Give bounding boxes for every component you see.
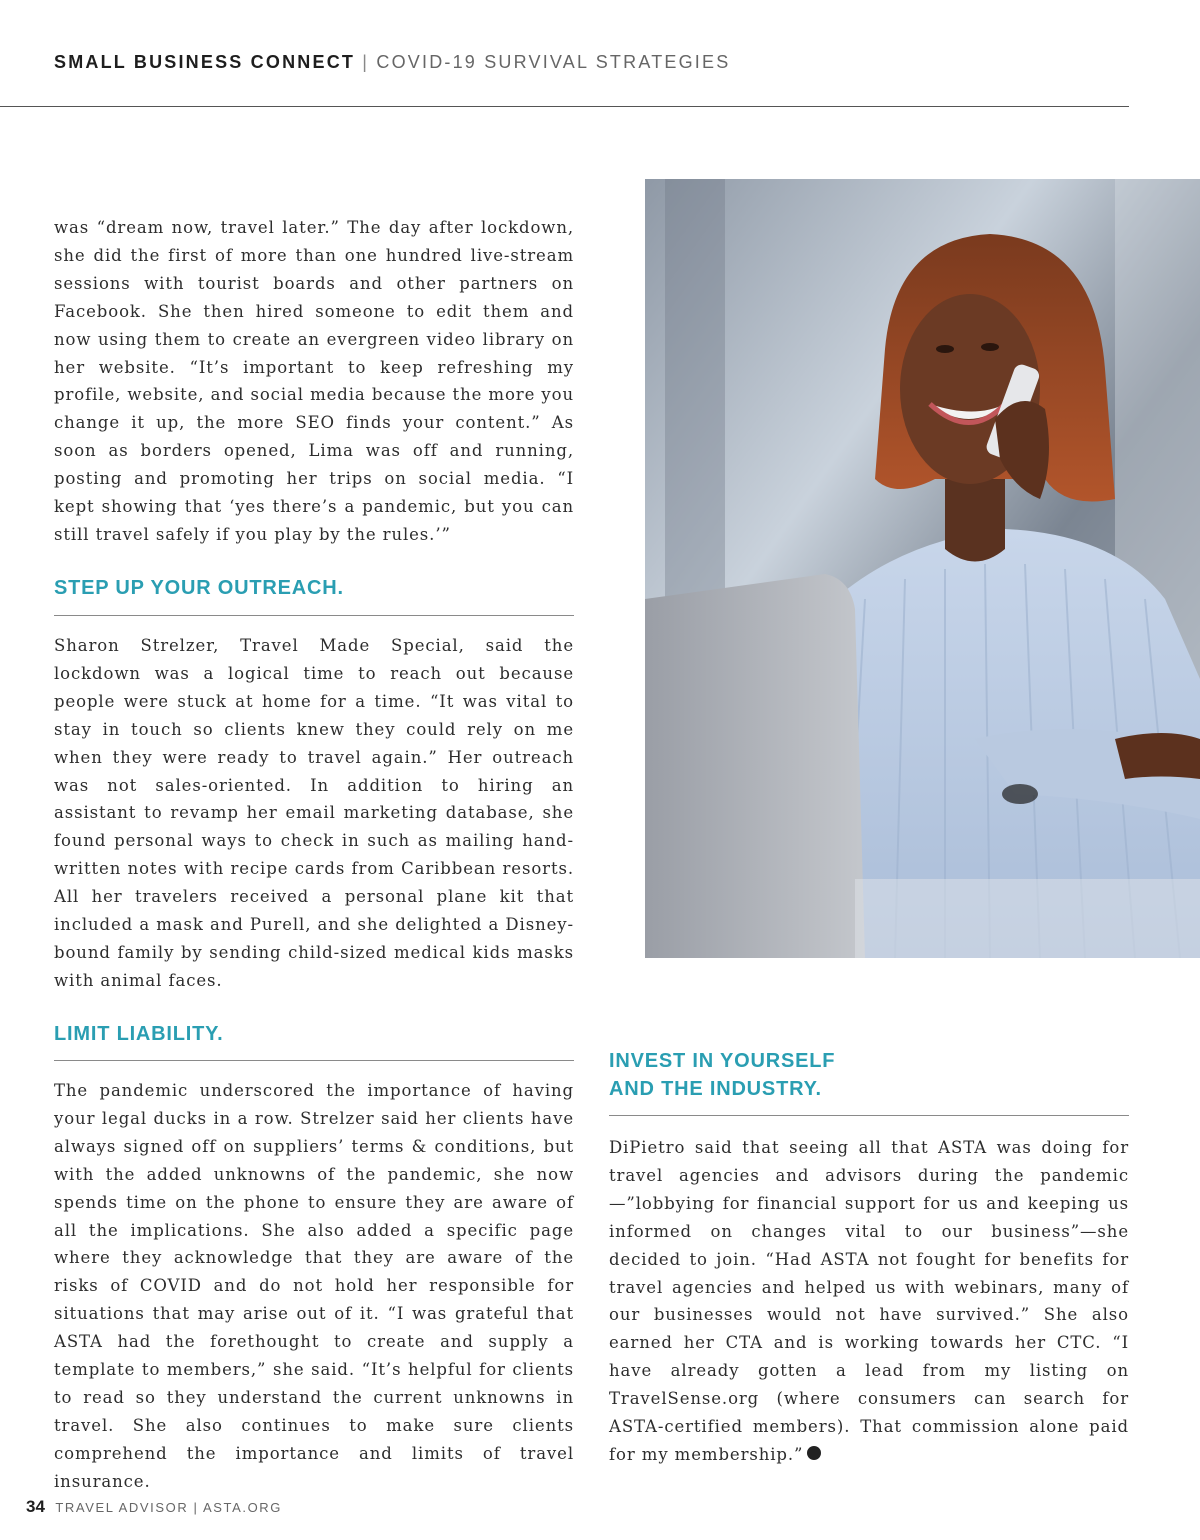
intro-block: [54, 214, 574, 549]
asta-end-mark-icon: [807, 1446, 821, 1460]
outreach-heading: STEP UP YOUR OUTREACH.: [54, 577, 344, 599]
liability-divider: [54, 1060, 574, 1061]
invest-heading: [609, 1047, 1129, 1103]
header-section: SMALL BUSINESS CONNECT: [54, 52, 356, 72]
invest-heading-line-2: AND THE INDUSTRY.: [609, 1078, 822, 1100]
running-header: [54, 52, 730, 73]
invest-paragraph: [609, 1134, 1129, 1469]
publication-name: TRAVEL ADVISOR | ASTA.ORG: [55, 1500, 283, 1515]
liability-section: [54, 1020, 574, 1496]
page-footer: [26, 1497, 282, 1517]
header-topic: COVID-19 SURVIVAL STRATEGIES: [376, 52, 731, 72]
photo-illustration: [645, 179, 1200, 958]
liability-paragraph: The pandemic underscored the importance of having your legal ducks in a row. Strelzer said her clients have always signed off on suppliers’ terms & conditions, but with the added unknowns of the pandemic, she now spends time on the phone to ensure they are aware of all the implications. She also added a specific page where they acknowledge that they are aware of the risks of COVID and do not hold her responsible for situations that may arise out of it. “I was grateful that ASTA had the forethought to create and supply a template to members,” she said. “It’s helpful for clients to read so they understand the current unknowns in travel. She also continues to make sure clients comprehend the importance and limits of travel insurance.: [54, 1081, 574, 1491]
liability-heading: LIMIT LIABILITY.: [54, 1023, 224, 1045]
invest-text: DiPietro said that seeing all that ASTA was doing for travel agencies and advisors during the pandemic—”lobbying for financial support for us and keeping us informed on changes vital to our business”—she decided to join. “Had ASTA not fought for benefits for travel agencies and helped us with webinars, many of our businesses would not have survived.” She also earned her CTA and is working towards her CTC. “I have already gotten a lead from my listing on TravelSense.org (where consumers can search for ASTA-certified members). That commission alone paid for my membership.”: [609, 1138, 1129, 1464]
invest-section: [609, 1047, 1129, 1469]
header-separator: |: [362, 52, 370, 72]
outreach-divider: [54, 615, 574, 616]
intro-paragraph: was “dream now, travel later.” The day after lockdown, she did the first of more than one hundred live-stream sessions with tourist boards and other partners on Facebook. She then hired someone to edit them and now using them to create an evergreen video library on her website. “It’s important to keep refreshing my profile, website, and social media because the more you change it up, the more SEO finds your content.” As soon as borders opened, Lima was off and running, posting and promoting her trips on social media. “I kept showing that ‘yes there’s a pandemic, but you can still travel safely if you play by the rules.’”: [54, 218, 574, 544]
invest-divider: [609, 1115, 1129, 1116]
woman-on-phone-photo: [645, 179, 1200, 958]
outreach-section: [54, 574, 574, 995]
page-number: 34: [26, 1497, 45, 1516]
invest-heading-line-1: INVEST IN YOURSELF: [609, 1050, 836, 1072]
header-divider: [0, 106, 1129, 107]
outreach-paragraph: Sharon Strelzer, Travel Made Special, said the lockdown was a logical time to reach out because people were stuck at home for a time. “It was vital to stay in touch so clients knew they could rely on me when they were ready to travel again.” Her outreach was not sales-oriented. In addition to hiring an assistant to revamp her email marketing database, she found personal ways to check in such as mailing hand-written notes with recipe cards from Caribbean resorts. All her travelers received a personal plane kit that included a mask and Purell, and she delighted a Disney-bound family by sending child-sized medical kids masks with animal faces.: [54, 636, 574, 990]
